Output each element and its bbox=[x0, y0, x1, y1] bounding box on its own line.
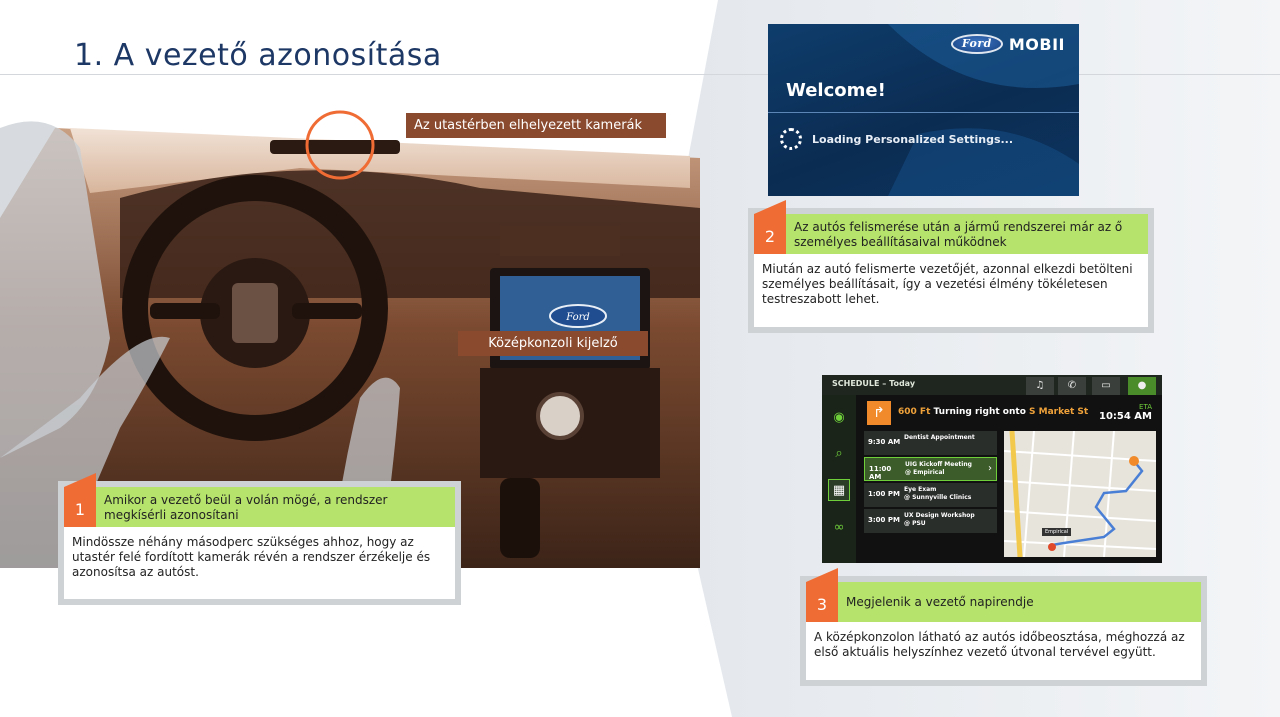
event-details bbox=[904, 434, 990, 442]
search-icon[interactable]: ⌕ bbox=[835, 446, 843, 461]
step-3-body: A középkonzolon látható az autós időbeosztása, méghozzá az első aktuális helyszínhez vezető útvonal tervével együtt. bbox=[814, 630, 1185, 659]
route-icon[interactable]: ∞ bbox=[833, 520, 845, 535]
schedule-topbar bbox=[822, 375, 1162, 395]
event-time: 3:00 PM bbox=[868, 516, 900, 524]
step-3-heading: Megjelenik a vezető napirendje bbox=[838, 582, 1201, 622]
schedule-title: SCHEDULE – Today bbox=[832, 379, 916, 388]
event-time: 9:30 AM bbox=[868, 438, 901, 446]
event-details bbox=[905, 461, 991, 477]
step-3-box bbox=[800, 576, 1207, 686]
calendar-icon[interactable]: ▦ bbox=[828, 479, 850, 501]
loading-text: Loading Personalized Settings... bbox=[812, 132, 1014, 146]
step-2-box bbox=[748, 208, 1154, 333]
event-time: 1:00 PM bbox=[868, 490, 900, 498]
schedule-screen bbox=[822, 375, 1162, 563]
event-location: @ PSU bbox=[904, 520, 926, 527]
spinner-icon bbox=[780, 128, 802, 150]
event-details bbox=[904, 486, 990, 502]
welcome-divider bbox=[768, 112, 1079, 113]
console-ford-logo: Ford bbox=[566, 312, 590, 323]
welcome-screen bbox=[768, 24, 1079, 196]
nav-street: S Market St bbox=[1029, 407, 1089, 417]
welcome-greeting: Welcome! bbox=[786, 80, 886, 101]
title-divider bbox=[0, 74, 1280, 75]
event-row[interactable] bbox=[864, 509, 997, 533]
step-1-heading: Amikor a vezető beül a volán mögé, a rendszer megkísérli azonosítani bbox=[96, 487, 455, 527]
step-2-number: 2 bbox=[754, 214, 786, 254]
event-title: Dentist Appointment bbox=[904, 434, 975, 441]
loading-status bbox=[780, 128, 1013, 150]
eta-block bbox=[1099, 403, 1152, 422]
brand-header bbox=[951, 34, 1065, 54]
event-title: UX Design Workshop bbox=[904, 512, 975, 519]
nav-instruction bbox=[898, 407, 1088, 417]
step-1-box bbox=[58, 481, 461, 605]
turn-by-turn-banner bbox=[862, 399, 1158, 429]
ford-logo: Ford bbox=[951, 34, 1003, 54]
nav-distance: 600 Ft bbox=[898, 407, 931, 417]
event-title: UIG Kickoff Meeting bbox=[905, 461, 972, 468]
route-map[interactable] bbox=[1004, 431, 1156, 557]
event-location: @ Empirical bbox=[905, 469, 945, 476]
event-location: @ Sunnyville Clinics bbox=[904, 494, 972, 501]
map-graphic bbox=[1004, 431, 1156, 557]
step-2-heading: Az autós felismerése után a jármű rendszerei már az ő személyes beállításaival működnek bbox=[786, 214, 1148, 254]
brand-name: MOBII bbox=[1008, 34, 1065, 54]
music-icon[interactable]: ♫ bbox=[1026, 377, 1054, 395]
step-3-number: 3 bbox=[806, 582, 838, 622]
location-pin-icon[interactable]: ● bbox=[1128, 377, 1156, 395]
message-icon[interactable]: ▭ bbox=[1092, 377, 1120, 395]
camera-callout: Az utastérben elhelyezett kamerák bbox=[406, 113, 666, 138]
page-title: 1. A vezető azonosítása bbox=[74, 38, 442, 73]
event-row-active[interactable] bbox=[864, 457, 997, 481]
console-callout: Középkonzoli kijelző bbox=[458, 331, 648, 356]
event-row[interactable] bbox=[864, 431, 997, 455]
location-pin-icon[interactable]: ◉ bbox=[833, 410, 845, 425]
map-destination-label: Empirical bbox=[1042, 528, 1071, 536]
step-1-number: 1 bbox=[64, 487, 96, 527]
turn-right-icon: ↱ bbox=[867, 401, 891, 425]
chevron-right-icon: › bbox=[988, 463, 992, 474]
nav-action: Turning right onto bbox=[933, 407, 1026, 417]
schedule-sidebar bbox=[822, 395, 856, 563]
step-1-body: Mindössze néhány másodperc szükséges ahhoz, hogy az utastér felé fordított kamerák révén a rendszer érzékelje és azonosítsa az autóst. bbox=[72, 535, 431, 579]
phone-icon[interactable]: ✆ bbox=[1058, 377, 1086, 395]
event-details bbox=[904, 512, 990, 528]
eta-time: 10:54 AM bbox=[1098, 411, 1152, 422]
event-list bbox=[864, 431, 997, 557]
event-title: Eye Exam bbox=[904, 486, 937, 493]
eta-label: ETA bbox=[1139, 403, 1152, 411]
step-2-body: Miután az autó felismerte vezetőjét, azonnal elkezdi betölteni személyes beállításait, így a vezetési élmény tökéletesen testreszabott lehet. bbox=[762, 262, 1133, 306]
event-row[interactable] bbox=[864, 483, 997, 507]
event-time: 11:00 AM bbox=[869, 465, 892, 481]
